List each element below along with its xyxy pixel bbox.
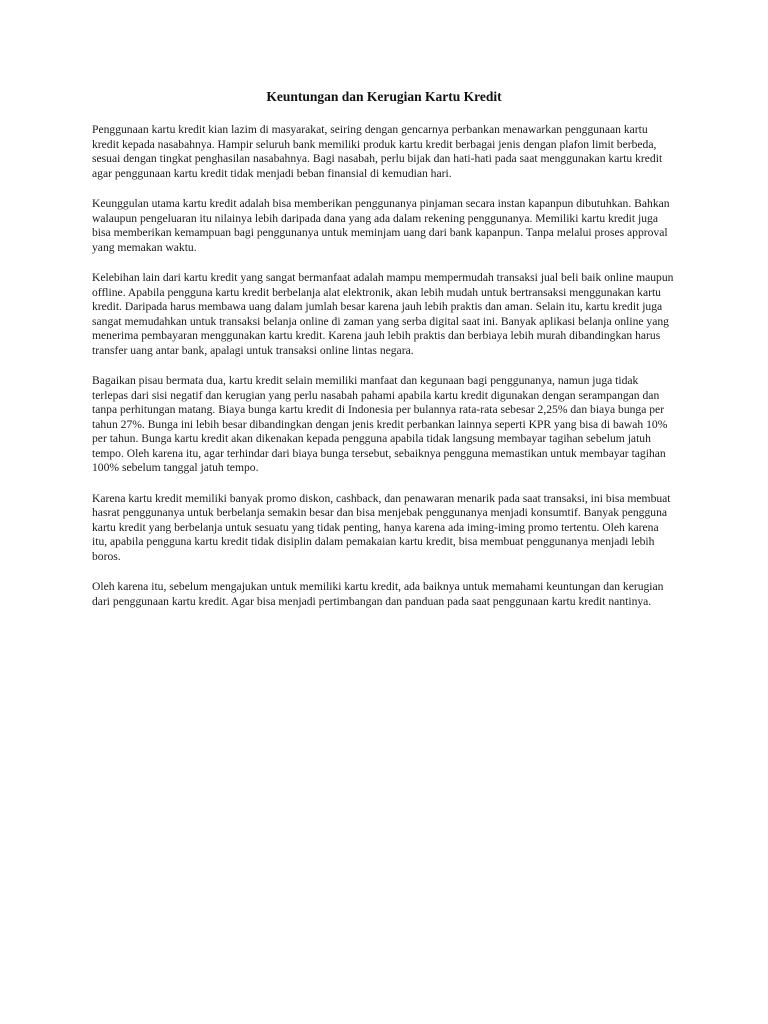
paragraph-transaction-ease: Kelebihan lain dari kartu kredit yang sangat bermanfaat adalah mampu mempermudah transaksi jual beli baik online maupun offline. Apabila pengguna kartu kredit berbelanja alat elektronik, akan lebih mudah untuk bertransaksi menggunakan kartu kredit. Daripada harus membawa uang dalam jumlah besar karena jauh lebih praktis dan aman. Selain itu, kartu kredit juga sangat memudahkan untuk transaksi belanja online di zaman yang serba digital saat ini. Banyak aplikasi belanja online yang menerima pembayaran menggunakan kartu kredit. Karena jauh lebih praktis dan berbiaya lebih murah dibandingkan harus transfer uang antar bank, apalagi untuk transaksi online lintas negara.	[92, 271, 674, 357]
paragraph-consumptive-risk: Karena kartu kredit memiliki banyak promo diskon, cashback, dan penawaran menarik pada saat transaksi, ini bisa membuat hasrat penggunanya untuk berbelanja semakin besar dan bisa menjebak penggunanya menjadi konsumtif. Banyak pengguna kartu kredit yang berbelanja untuk sesuatu yang tidak penting, hanya karena ada iming-iming promo tertentu. Oleh karena itu, apabila pengguna kartu kredit tidak disiplin dalam pemakaian kartu kredit, bisa membuat penggunanya menjadi lebih boros.	[92, 491, 671, 563]
document-body	[92, 123, 676, 625]
paragraph-interest-cost: Bagaikan pisau bermata dua, kartu kredit selain memiliki manfaat dan kegunaan bagi penggunanya, namun juga tidak terlepas dari sisi negatif dan kerugian yang perlu nasabah pahami apabila kartu kredit digunakan dengan serampangan dan tanpa perhitungan matang. Biaya bunga kartu kredit di Indonesia per bulannya rata-rata sebesar 2,25% dan biaya bunga per tahun 27%. Bunga ini lebih besar dibandingkan dengan jenis kredit perbankan lainnya seperti KPR yang bisa di bawah 10% per tahun. Bunga kartu kredit akan dikenakan kepada pengguna apabila tidak langsung membayar tagihan sebelum jatuh tempo. Oleh karena itu, agar terhindar dari biaya bunga tersebut, sebaiknya pengguna memastikan untuk membayar tagihan 100% sebelum tanggal jatuh tempo.	[92, 374, 668, 474]
document-title: Keuntungan dan Kerugian Kartu Kredit	[266, 89, 502, 104]
paragraph-conclusion: Oleh karena itu, sebelum mengajukan untuk memiliki kartu kredit, ada baiknya untuk memahami keuntungan dan kerugian dari penggunaan kartu kredit. Agar bisa menjadi pertimbangan dan panduan pada saat penggunaan kartu kredit nantinya.	[92, 580, 664, 608]
paragraph-introduction: Penggunaan kartu kredit kian lazim di masyarakat, seiring dengan gencarnya perbankan menawarkan penggunaan kartu kredit kepada nasabahnya. Hampir seluruh bank memiliki produk kartu kredit berbagai jenis dengan plafon limit berbeda, sesuai dengan tingkat penghasilan nasabahnya. Bagi nasabah, perlu bijak dan hati-hati pada saat menggunakan kartu kredit agar penggunaan kartu kredit tidak menjadi beban finansial di kemudian hari.	[92, 123, 663, 180]
paragraph-main-advantage: Keunggulan utama kartu kredit adalah bisa memberikan penggunanya pinjaman secara instan kapanpun dibutuhkan. Bahkan walaupun pengeluaran itu nilainya lebih daripada dana yang ada dalam rekening penggunanya. Memiliki kartu kredit juga bisa memberikan kemampuan bagi penggunanya untuk meminjam uang dari bank kapanpun. Tanpa melalui proses approval yang memakan waktu.	[92, 197, 670, 254]
